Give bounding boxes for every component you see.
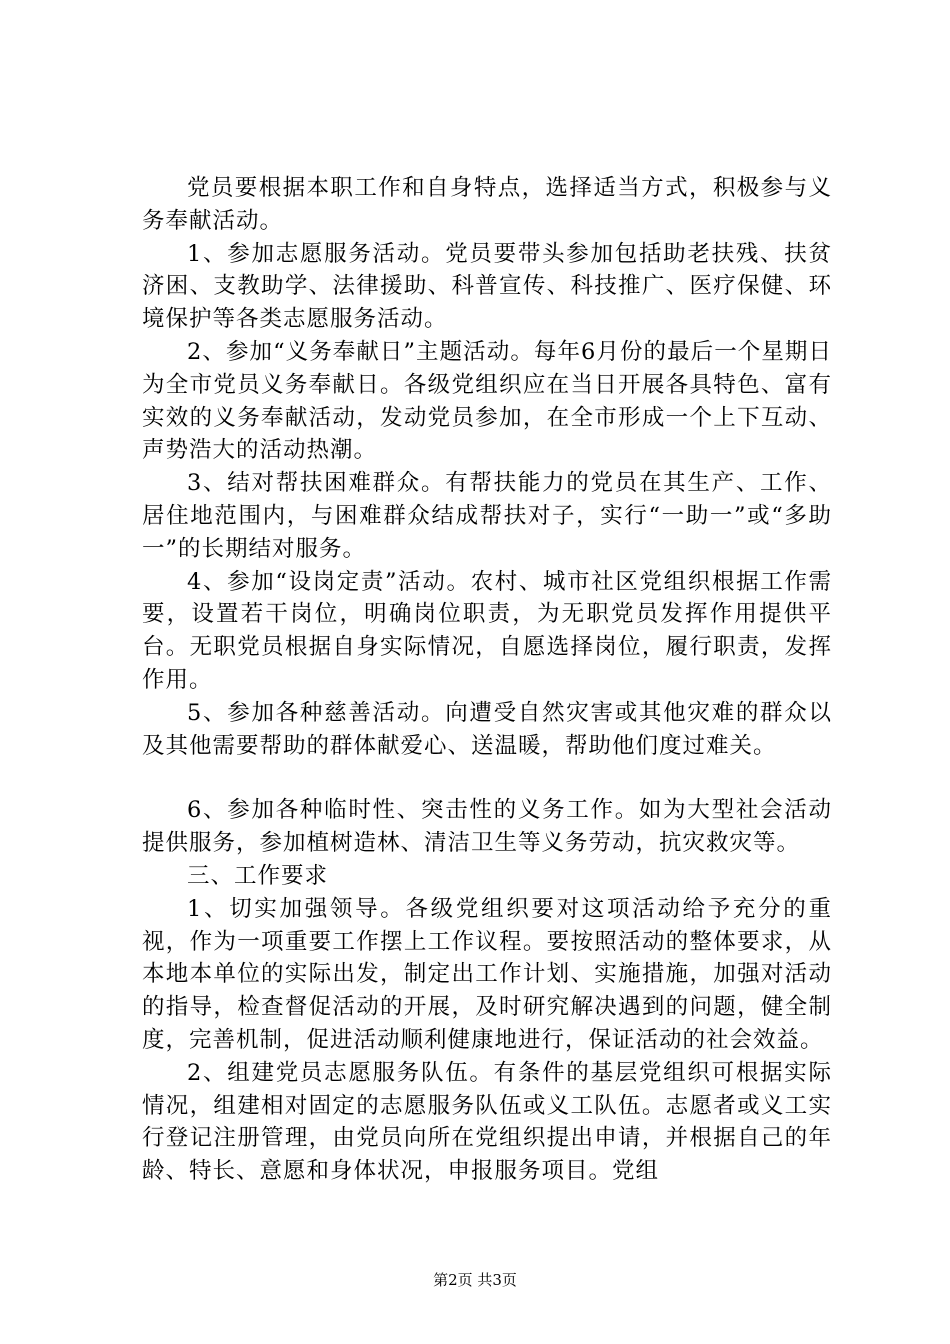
paragraph-item-6: 6、参加各种临时性、突击性的义务工作。如为大型社会活动提供服务，参加植树造林、清洁卫生等义务劳动，抗灾救灾等。 — [142, 797, 832, 857]
page-number-footer: 第2页 共3页 — [433, 1271, 517, 1289]
section-heading: 三、工作要求 — [187, 862, 329, 889]
paragraph-intro: 党员要根据本职工作和自身特点，选择适当方式，积极参与义务奉献活动。 — [142, 175, 832, 234]
paragraph-item-5: 5、参加各种慈善活动。向遭受自然灾害或其他灾难的群众以及其他需要帮助的群体献爱心、送温暖，帮助他们度过难关。 — [142, 699, 832, 759]
paragraph-requirement-1: 1、切实加强领导。各级党组织要对这项活动给予充分的重视，作为一项重要工作摆上工作议程。要按照活动的整体要求，从本地本单位的实际出发，制定出工作计划、实施措施，加强对活动的指导，检查督促活动的开展，及时研究解决遇到的问题，健全制度，完善机制，促进活动顺利健康地进行，保证活动的社会效益。 — [142, 895, 832, 1053]
paragraph-item-4: 4、参加“设岗定责”活动。农村、城市社区党组织根据工作需要，设置若干岗位，明确岗位职责，为无职党员发挥作用提供平台。无职党员根据自身实际情况，自愿选择岗位，履行职责，发挥作用。 — [142, 568, 832, 693]
paragraph-item-3: 3、结对帮扶困难群众。有帮扶能力的党员在其生产、工作、居住地范围内，与困难群众结成帮扶对子，实行“一助一”或“多助一”的长期结对服务。 — [142, 470, 832, 562]
paragraph-item-2: 2、参加“义务奉献日”主题活动。每年6月份的最后一个星期日为全市党员义务奉献日。各级党组织应在当日开展各具特色、富有实效的义务奉献活动，发动党员参加，在全市形成一个上下互动、声势浩大的活动热潮。 — [142, 338, 832, 464]
paragraph-item-1: 1、参加志愿服务活动。党员要带头参加包括助老扶残、扶贫济困、支教助学、法律援助、科普宣传、科技推广、医疗保健、环境保护等各类志愿服务活动。 — [142, 240, 832, 333]
paragraph-requirement-2: 2、组建党员志愿服务队伍。有条件的基层党组织可根据实际情况，组建相对固定的志愿服务队伍或义工队伍。志愿者或义工实行登记注册管理，由党员向所在党组织提出申请，并根据自己的年龄、特长、意愿和身体状况，申报服务项目。党组 — [142, 1059, 832, 1185]
document-body — [142, 172, 832, 1188]
